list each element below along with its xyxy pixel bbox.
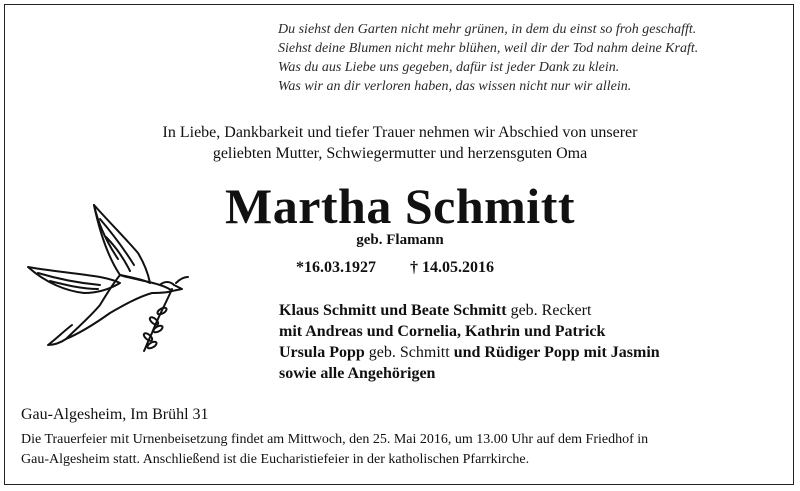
poem [278,20,778,96]
family-name: Klaus Schmitt und Beate Schmitt [279,302,507,319]
family-line: sowie alle Angehörigen [279,365,436,382]
intro-line: geliebten Mutter, Schwiegermutter und herzensguten Oma [212,145,588,162]
poem-line: Was du aus Liebe uns gegeben, dafür ist jeder Dank zu klein. [278,60,620,75]
death-date: † 14.05.2016 [410,259,494,276]
family-list [279,300,660,384]
ceremony-info [21,430,781,470]
family-name: Ursula Popp [279,344,365,361]
poem-line: Siehst deine Blumen nicht mehr blühen, weil dir der Tod nahm deine Kraft. [278,41,699,56]
family-line [279,342,660,363]
poem-line: Du siehst den Garten nicht mehr grünen, in dem du einst so froh geschafft. [278,22,697,37]
intro-text [0,122,800,164]
intro-line: In Liebe, Dankbarkeit und tiefer Trauer nehmen wir Abschied von unserer [162,124,638,141]
deceased-name: Martha Schmitt [225,178,575,234]
dove-with-olive-branch-icon [20,193,190,353]
family-name: und Rüdiger Popp mit Jasmin [453,344,660,361]
family-note: geb. Schmitt [364,344,454,361]
family-line [279,300,660,321]
life-dates [296,259,494,277]
family-note: geb. Reckert [506,302,592,319]
poem-line: Was wir an dir verloren haben, das wissen nicht nur wir allein. [278,79,632,94]
address: Gau-Algesheim, Im Brühl 31 [21,406,209,423]
birth-name: geb. Flamann [356,232,444,248]
family-line: mit Andreas und Cornelia, Kathrin und Patrick [279,323,606,340]
ceremony-line: Die Trauerfeier mit Urnenbeisetzung findet am Mittwoch, den 25. Mai 2016, um 13.00 Uhr auf dem Friedhof in [21,432,649,447]
ceremony-line: Gau-Algesheim statt. Anschließend ist die Eucharistiefeier in der katholischen Pfarrkirche. [21,452,530,467]
birth-date: *16.03.1927 [296,259,376,276]
